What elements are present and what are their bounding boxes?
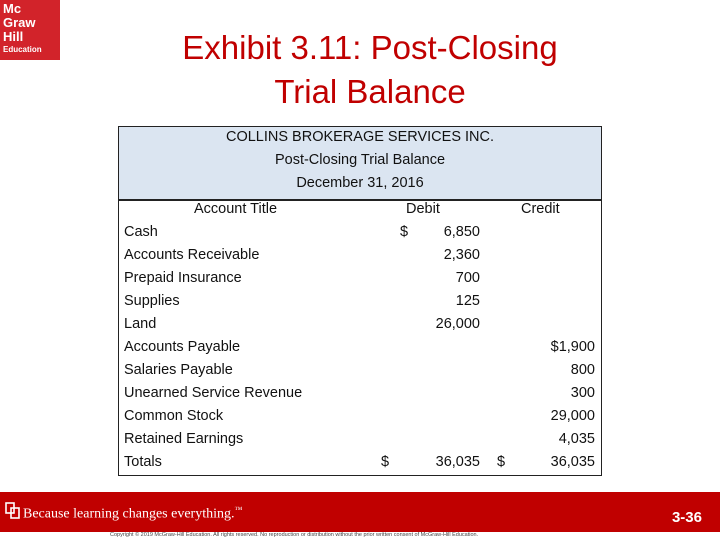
account-name: Land xyxy=(124,316,157,332)
account-name: Accounts Payable xyxy=(124,339,241,355)
account-name: Salaries Payable xyxy=(124,362,233,378)
debit-dollar-sign: $ xyxy=(400,224,409,240)
column-header-account: Account Title xyxy=(194,201,278,217)
debit-amount: 26,000 xyxy=(435,316,480,332)
account-name: Prepaid Insurance xyxy=(124,270,242,286)
account-name: Common Stock xyxy=(124,408,224,424)
totals-debit-amount: 36,035 xyxy=(435,454,480,470)
mcgraw-hill-logo xyxy=(0,0,60,60)
account-name: Supplies xyxy=(124,293,180,309)
debit-amount: 700 xyxy=(455,270,480,286)
account-name: Retained Earnings xyxy=(124,431,244,447)
debit-amount: 6,850 xyxy=(443,224,480,240)
credit-amount: $1,900 xyxy=(550,339,595,355)
statement-name: Post-Closing Trial Balance xyxy=(274,152,446,168)
copyright-notice: Copyright © 2019 McGraw-Hill Education. All rights reserved. No reproduction or distribution without the prior written consent of McGraw-Hill Education. xyxy=(110,532,479,538)
credit-amount: 300 xyxy=(570,385,595,401)
logo-line-4: Education xyxy=(3,45,42,54)
column-header-debit: Debit xyxy=(406,201,440,217)
footer-bar xyxy=(0,492,720,532)
account-name: Accounts Receivable xyxy=(124,247,260,263)
table-header xyxy=(119,127,601,201)
column-header-credit: Credit xyxy=(521,201,560,217)
slide-number: 3-36 xyxy=(671,509,702,526)
credit-amount: 29,000 xyxy=(550,408,595,424)
logo-line-2: Graw xyxy=(3,15,36,30)
trial-balance-table xyxy=(118,126,602,476)
slide-title xyxy=(130,26,610,114)
totals-credit-dollar-sign: $ xyxy=(497,454,506,470)
company-name: COLLINS BROKERAGE SERVICES INC. xyxy=(225,129,495,145)
logo-line-3: Hill xyxy=(3,29,24,44)
debit-amount: 2,360 xyxy=(443,247,480,263)
account-name: Unearned Service Revenue xyxy=(124,385,303,401)
credit-amount: 800 xyxy=(570,362,595,378)
footer-brand-icon xyxy=(4,501,22,521)
trademark-symbol: ™ xyxy=(234,505,243,514)
totals-debit-dollar-sign: $ xyxy=(381,454,390,470)
footer-tagline: Because learning changes everything.™ xyxy=(23,505,243,522)
credit-amount: 4,035 xyxy=(558,431,595,447)
totals-label: Totals xyxy=(124,454,162,470)
account-name: Cash xyxy=(124,224,158,240)
totals-credit-amount: 36,035 xyxy=(550,454,595,470)
slide-title-line-2: Trial Balance xyxy=(274,73,466,110)
statement-date: December 31, 2016 xyxy=(296,175,424,191)
logo-line-1: Mc xyxy=(3,1,22,16)
slide-title-line-1: Exhibit 3.11: Post-Closing xyxy=(182,29,558,66)
debit-amount: 125 xyxy=(455,293,480,309)
